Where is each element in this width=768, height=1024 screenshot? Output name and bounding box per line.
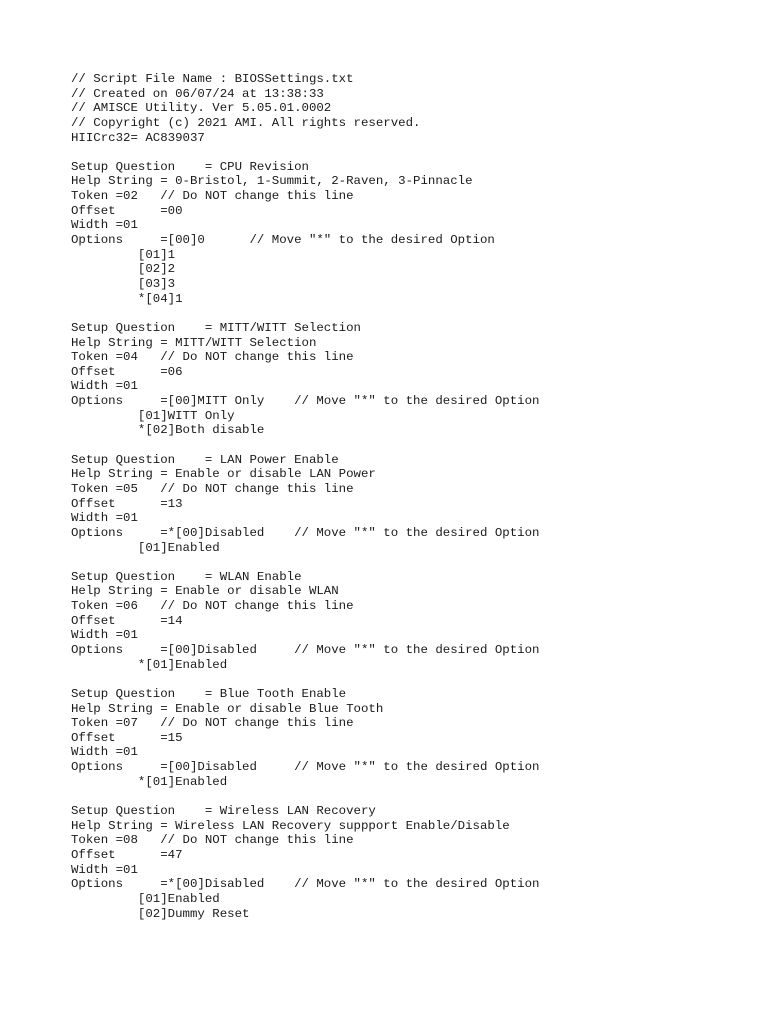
section-line: Options =*[00]Disabled // Move "*" to the desired Option [71, 877, 540, 892]
section-line: Token =05 // Do NOT change this line [71, 481, 354, 496]
section-line: Offset =06 [71, 364, 183, 379]
blank-line [71, 789, 751, 804]
section-line: Width =01 [71, 862, 138, 877]
section-line: Options =[00]Disabled // Move "*" to the desired Option [71, 760, 540, 775]
option-line: *[01]Enabled [71, 774, 228, 789]
section-line: Setup Question = WLAN Enable [71, 569, 302, 584]
option-line: [02]Dummy Reset [71, 906, 250, 921]
setup-question-cpu-revision [71, 160, 751, 306]
option-line: *[02]Both disable [71, 423, 265, 438]
setup-question-wlan-enable [71, 570, 751, 672]
section-line: Options =*[00]Disabled // Move "*" to the desired Option [71, 525, 540, 540]
section-line: Offset =13 [71, 496, 183, 511]
blank-line [71, 306, 751, 321]
blank-line [71, 145, 751, 160]
section-line: Width =01 [71, 218, 138, 233]
section-line: Setup Question = MITT/WITT Selection [71, 320, 361, 335]
setup-question-wireless-lan-recovery [71, 804, 751, 921]
option-line: [02]2 [71, 262, 176, 277]
section-line: Token =04 // Do NOT change this line [71, 350, 354, 365]
header-line: HIICrc32= AC839037 [71, 130, 205, 145]
section-line: Help String = Enable or disable Blue Tooth [71, 701, 384, 716]
option-line: [03]3 [71, 276, 176, 291]
section-line: Width =01 [71, 628, 138, 643]
option-line: [01]Enabled [71, 891, 220, 906]
option-line: [01]Enabled [71, 540, 220, 555]
section-line: Setup Question = LAN Power Enable [71, 452, 339, 467]
setup-question-blue-tooth-enable [71, 687, 751, 789]
blank-line [71, 438, 751, 453]
section-line: Setup Question = Blue Tooth Enable [71, 686, 347, 701]
section-line: Width =01 [71, 379, 138, 394]
section-line: Width =01 [71, 511, 138, 526]
section-line: Offset =14 [71, 613, 183, 628]
setup-question-mitt-witt-selection [71, 321, 751, 438]
section-line: Token =07 // Do NOT change this line [71, 716, 354, 731]
section-line: Options =[00]0 // Move "*" to the desired Option [71, 233, 495, 248]
section-line: Options =[00]MITT Only // Move "*" to the desired Option [71, 394, 540, 409]
setup-question-lan-power-enable [71, 453, 751, 555]
header-line: // Script File Name : BIOSSettings.txt [71, 72, 354, 86]
section-line: Offset =15 [71, 730, 183, 745]
header-line: // Created on 06/07/24 at 13:38:33 [71, 86, 324, 101]
option-line: *[04]1 [71, 291, 183, 306]
section-line: Setup Question = Wireless LAN Recovery [71, 804, 376, 819]
section-line: Offset =47 [71, 847, 183, 862]
section-line: Help String = Wireless LAN Recovery suppport Enable/Disable [71, 818, 510, 833]
section-line: Offset =00 [71, 203, 183, 218]
blank-line [71, 672, 751, 687]
section-line: Help String = 0-Bristol, 1-Summit, 2-Raven, 3-Pinnacle [71, 174, 473, 189]
section-line: Token =08 // Do NOT change this line [71, 833, 354, 848]
section-line: Options =[00]Disabled // Move "*" to the desired Option [71, 642, 540, 657]
text-document [71, 72, 751, 921]
header-block [71, 72, 751, 145]
option-line: [01]WITT Only [71, 408, 235, 423]
header-line: // AMISCE Utility. Ver 5.05.01.0002 [71, 101, 332, 116]
section-line: Width =01 [71, 745, 138, 760]
header-line: // Copyright (c) 2021 AMI. All rights reserved. [71, 115, 421, 130]
option-line: [01]1 [71, 247, 176, 262]
section-line: Help String = MITT/WITT Selection [71, 335, 317, 350]
section-line: Help String = Enable or disable LAN Power [71, 467, 376, 482]
section-line: Setup Question = CPU Revision [71, 159, 309, 174]
section-line: Help String = Enable or disable WLAN [71, 584, 339, 599]
blank-line [71, 555, 751, 570]
option-line: *[01]Enabled [71, 657, 228, 672]
section-line: Token =02 // Do NOT change this line [71, 189, 354, 204]
section-line: Token =06 // Do NOT change this line [71, 599, 354, 614]
